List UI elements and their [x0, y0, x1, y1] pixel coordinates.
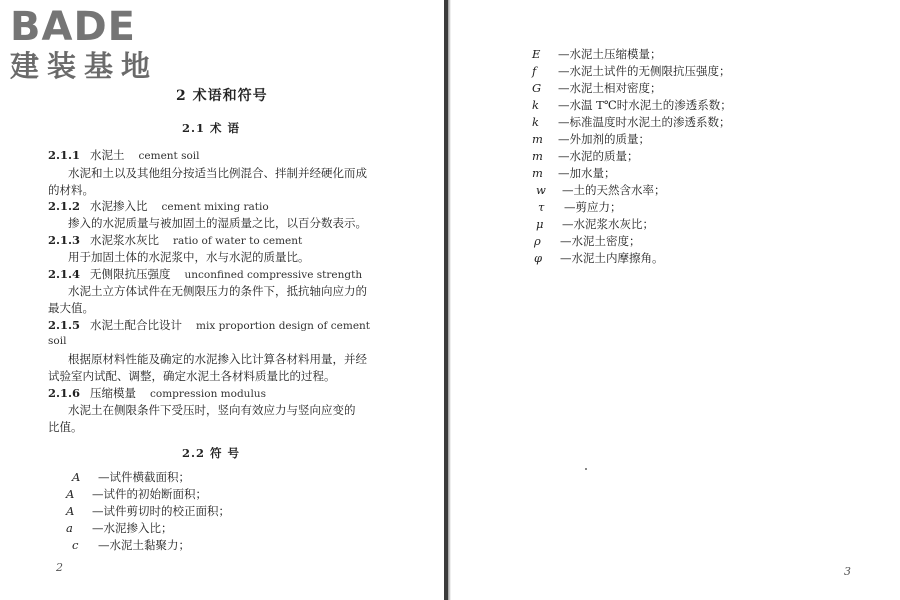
symbol-row — [532, 80, 662, 96]
term-en: ratio of water to cement — [173, 235, 303, 247]
left-page — [0, 0, 444, 600]
section-heading-terms: 2.1 术 语 — [182, 121, 241, 135]
symbol-char: c — [72, 538, 79, 552]
symbol-char: f — [532, 64, 537, 78]
term-zh: 水泥掺入比 — [90, 199, 148, 213]
symbol-char: m — [532, 149, 543, 163]
symbol-char: μ — [536, 217, 544, 231]
page-number-left: 2 — [56, 561, 63, 574]
symbol-row — [66, 520, 173, 536]
term-desc: 最大值。 — [48, 301, 94, 315]
term-desc: 的材料。 — [48, 183, 94, 197]
term-zh: 水泥土 — [90, 148, 125, 162]
term-en: mix proportion design of cement — [196, 320, 371, 332]
term-zh: 压缩模量 — [90, 386, 137, 400]
symbol-char: w — [536, 183, 546, 197]
scan-speck — [585, 468, 587, 470]
term-number: 2.1.6 — [48, 386, 81, 400]
term-desc: 比值。 — [48, 420, 83, 434]
symbol-desc: —剪应力； — [564, 200, 622, 214]
symbol-row — [536, 216, 654, 232]
right-page — [452, 0, 900, 600]
symbol-desc: —试件剪切时的校正面积； — [92, 504, 230, 518]
symbol-char: A — [66, 504, 75, 518]
symbol-desc: —水泥掺入比； — [92, 521, 173, 535]
symbol-desc: —水泥土压缩模量； — [558, 47, 662, 61]
symbol-row — [532, 131, 650, 147]
term-heading — [48, 317, 370, 334]
symbol-desc: —水泥土密度； — [560, 234, 641, 248]
term-desc: 掺入的水泥质量与被加固土的湿质量之比，以百分数表示。 — [68, 216, 367, 230]
symbol-char: A — [66, 487, 75, 501]
symbol-row — [532, 114, 731, 130]
symbol-desc: —标准温度时水泥土的渗透系数； — [558, 115, 731, 129]
term-heading — [48, 266, 362, 283]
term-desc: 根据原材料性能及确定的水泥掺入比计算各材料用量，并经 — [68, 352, 367, 366]
term-en-continuation: soil — [48, 335, 67, 347]
symbol-row — [532, 148, 639, 164]
symbol-row — [538, 199, 622, 215]
logo-text-en: BADE — [10, 4, 136, 50]
symbol-row — [72, 469, 190, 485]
symbol-char: m — [532, 132, 543, 146]
symbol-char: E — [532, 47, 541, 61]
term-en: cement mixing ratio — [161, 201, 269, 213]
symbol-row — [66, 486, 207, 502]
gutter-shadow — [448, 0, 451, 600]
symbol-desc: —水泥浆水灰比； — [562, 217, 654, 231]
symbol-row — [532, 46, 662, 62]
term-heading — [48, 232, 302, 249]
section-heading-symbols: 2.2 符 号 — [182, 446, 241, 460]
symbol-row — [72, 537, 190, 553]
term-number: 2.1.3 — [48, 233, 81, 247]
symbol-desc: —水温 T℃时水泥土的渗透系数； — [558, 98, 732, 112]
term-heading — [48, 147, 200, 164]
symbol-desc: —试件横截面积； — [98, 470, 190, 484]
symbol-row — [532, 63, 731, 79]
term-desc: 用于加固土体的水泥浆中，水与水泥的质量比。 — [68, 250, 310, 264]
symbol-char: G — [532, 81, 542, 95]
symbol-row — [534, 250, 664, 266]
symbol-char: φ — [534, 251, 543, 265]
symbol-row — [532, 165, 616, 181]
chapter-title: 2 术语和符号 — [176, 88, 268, 104]
term-number: 2.1.2 — [48, 199, 81, 213]
term-desc: 水泥土在侧限条件下受压时，竖向有效应力与竖向应变的 — [68, 403, 356, 417]
symbol-desc: —土的天然含水率； — [562, 183, 666, 197]
term-desc: 水泥和土以及其他组分按适当比例混合、拌制并经硬化而成 — [68, 166, 367, 180]
symbol-desc: —水泥土内摩擦角。 — [560, 251, 664, 265]
term-desc: 试验室内试配、调整，确定水泥土各材料质量比的过程。 — [48, 369, 336, 383]
term-zh: 水泥浆水灰比 — [90, 233, 160, 247]
symbol-char: A — [72, 470, 81, 484]
symbol-row — [536, 182, 666, 198]
term-desc: 水泥土立方体试件在无侧限压力的条件下，抵抗轴向应力的 — [68, 284, 367, 298]
term-zh: 无侧限抗压强度 — [90, 267, 171, 281]
symbol-row — [534, 233, 641, 249]
page-number-right: 3 — [844, 565, 851, 578]
term-en: compression modulus — [150, 388, 266, 400]
symbol-desc: —试件的初始断面积； — [92, 487, 207, 501]
symbol-char: a — [66, 521, 73, 535]
symbol-desc: —水泥土黏聚力； — [98, 538, 190, 552]
symbol-desc: —水泥土试件的无侧限抗压强度； — [558, 64, 731, 78]
term-number: 2.1.1 — [48, 148, 81, 162]
symbol-row — [66, 503, 230, 519]
symbol-desc: —水泥的质量； — [558, 149, 639, 163]
symbol-char: k — [532, 98, 539, 112]
term-number: 2.1.5 — [48, 318, 81, 332]
symbol-desc: —加水量； — [558, 166, 616, 180]
symbol-desc: —外加剂的质量； — [558, 132, 650, 146]
term-heading — [48, 385, 266, 402]
logo-text-cn: 建装基地 — [10, 49, 159, 83]
symbol-char: k — [532, 115, 539, 129]
term-number: 2.1.4 — [48, 267, 81, 281]
symbol-desc: —水泥土相对密度； — [558, 81, 662, 95]
term-heading — [48, 198, 269, 215]
term-zh: 水泥土配合比设计 — [90, 318, 183, 332]
symbol-char: m — [532, 166, 543, 180]
symbol-char: τ — [538, 200, 545, 214]
symbol-char: ρ — [534, 234, 541, 248]
term-en: unconfined compressive strength — [184, 269, 363, 281]
term-en: cement soil — [138, 150, 200, 162]
symbol-row — [532, 97, 732, 113]
